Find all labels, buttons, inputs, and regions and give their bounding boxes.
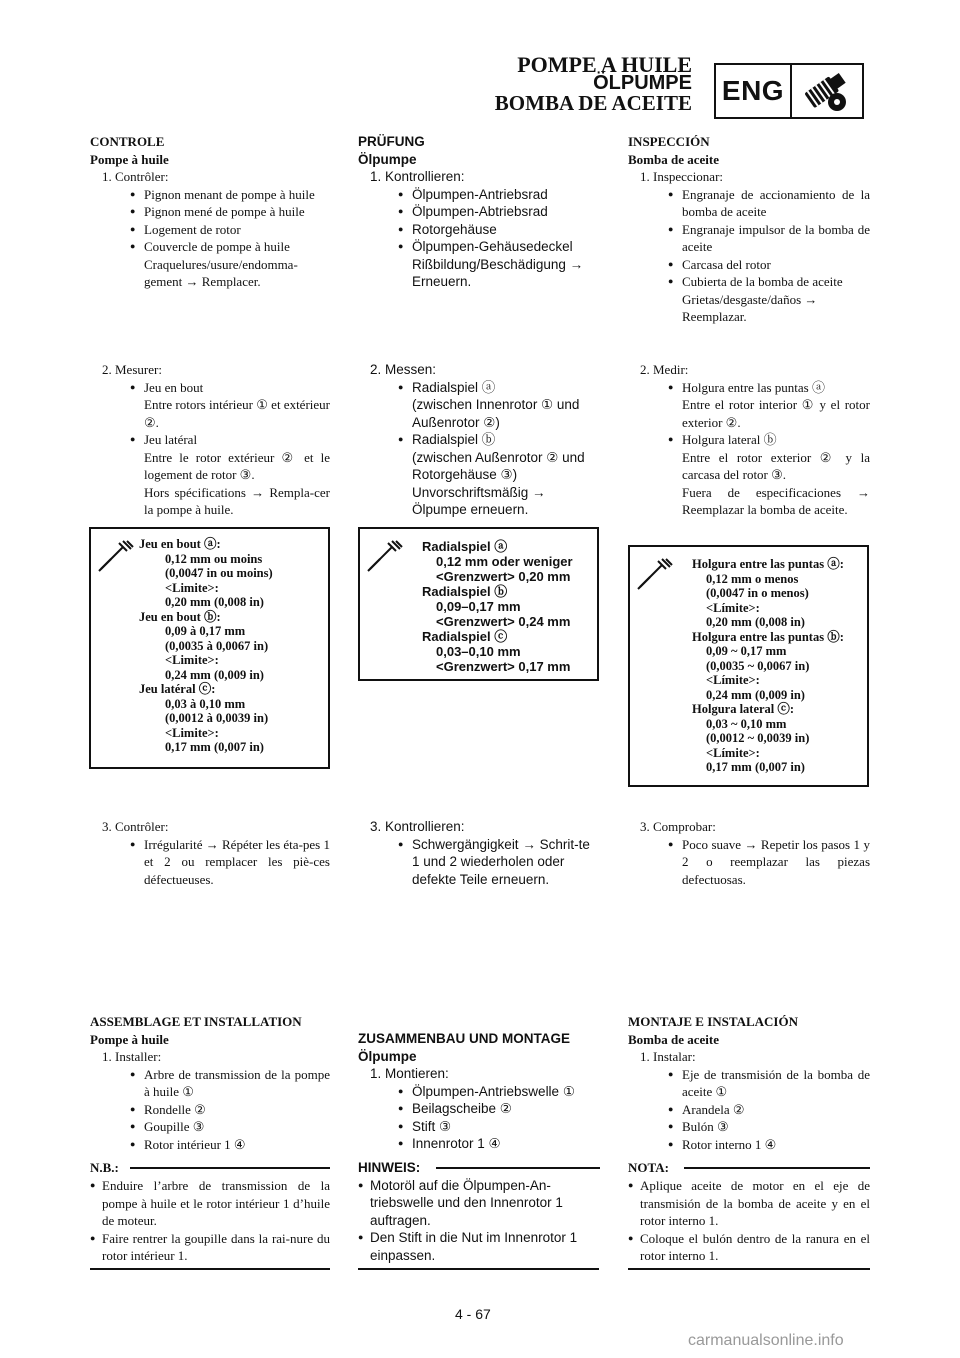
fr-inspection-subheading: Pompe à huile xyxy=(90,151,169,167)
es-spec-line: <Límite>: xyxy=(706,600,760,615)
de-install-item: ● Innenrotor 1 ④ xyxy=(358,1135,600,1153)
fr-check3-step: 3. Contrôler: xyxy=(102,819,169,834)
es-install-step: 1. Instalar: xyxy=(640,1049,696,1064)
es-install-item: ● Arandela ② xyxy=(628,1101,870,1119)
es-install-item: ● Eje de transmisión de la bomba de aceite ① xyxy=(628,1066,870,1101)
note-rule xyxy=(684,1167,870,1169)
de-inspection-section xyxy=(358,133,600,291)
es-measure-section xyxy=(628,361,870,519)
wrench-icon xyxy=(366,537,406,578)
de-measure-section xyxy=(358,361,600,519)
fr-spec-line: (0,0047 in ou moins) xyxy=(165,566,273,580)
es-assembly-section xyxy=(628,1013,870,1265)
de-check3-item: ● Schwergängigkeit → Schrit-te 1 und 2 wiederholen oder defekte Teile erneuern. xyxy=(358,836,600,889)
fr-spec-line: <Limite>: xyxy=(165,580,219,595)
fr-check1-item: ● Logement de rotor xyxy=(90,221,330,239)
fr-spec-line: 0,17 mm (0,007 in) xyxy=(165,740,264,754)
es-spec-line: Holgura lateral ⓒ: xyxy=(692,702,795,716)
es-check1-result: Grietas/desgaste/daños → Reemplazar. xyxy=(682,291,818,324)
fr-spec-line: 0,20 mm (0,008 in) xyxy=(165,595,264,609)
de-inspection-heading: PRÜFUNG xyxy=(358,134,425,149)
page-number: 4 - 67 xyxy=(455,1306,491,1322)
es-note-header xyxy=(628,1159,870,1177)
section-badge xyxy=(714,63,864,119)
fr-check1-item: ● Couvercle de pompe à huile xyxy=(90,238,330,256)
es-install-item: ● Rotor interno 1 ④ xyxy=(628,1136,870,1154)
fr-spec-line: 0,03 à 0,10 mm xyxy=(165,696,246,711)
de-install-item: ● Stift ③ xyxy=(358,1118,600,1136)
es-spec-box xyxy=(628,545,869,787)
fr-side-description: Entre le rotor extérieur ② et le logement de rotor ③. xyxy=(144,449,330,482)
de-side-result: Unvorschriftsmäßig → Ölpumpe erneuern. xyxy=(412,484,546,517)
es-spec-line: <Límite>: xyxy=(706,673,760,687)
de-note-label: HINWEIS: xyxy=(358,1159,421,1175)
es-spec-line: (0,0012 ~ 0,0039 in) xyxy=(706,731,810,745)
es-spec-line: (0,0035 ~ 0,0067 in) xyxy=(706,658,810,673)
es-spec-line: (0,0047 in o menos) xyxy=(706,586,809,600)
de-tip-clearance: ● Radialspiel ⓐ xyxy=(358,379,600,397)
es-note-item: ● Coloque el bulón dentro de la ranura en el rotor interno 1. xyxy=(628,1230,870,1265)
header-title-de: ÖLPUMPE xyxy=(593,72,692,94)
fr-note-item: ● Faire rentrer la goupille dans la rai-nure du rotor intérieur 1. xyxy=(90,1230,330,1265)
de-install-item: ● Beilagscheibe ② xyxy=(358,1100,600,1118)
fr-tip-clearance: ● Jeu en bout xyxy=(90,379,330,397)
de-assembly-subheading: Ölpumpe xyxy=(358,1048,417,1064)
de-check1-item: ● Ölpumpen-Gehäusedeckel xyxy=(358,238,600,256)
fr-inspection-section xyxy=(90,133,330,291)
es-note-label: NOTA: xyxy=(628,1160,669,1175)
de-assembly-heading: ZUSAMMENBAU UND MONTAGE xyxy=(358,1031,570,1046)
de-spec-line: <Grenzwert> 0,24 mm xyxy=(436,614,571,629)
de-note-item: ● Den Stift in die Nut im Innenrotor 1 einpassen. xyxy=(358,1229,600,1264)
de-spec-line: Radialspiel ⓒ xyxy=(422,629,508,644)
es-spec-line: 0,03 ~ 0,10 mm xyxy=(706,716,787,731)
de-spec-line: <Grenzwert> 0,20 mm xyxy=(436,569,571,584)
fr-end-rule xyxy=(90,1268,330,1270)
de-check1-result: Rißbildung/Beschädigung → Erneuern. xyxy=(412,256,584,289)
es-spec-line: 0,12 mm o menos xyxy=(706,571,799,586)
watermark: carmanualsonline.info xyxy=(688,1332,844,1349)
es-assembly-subheading: Bomba de aceite xyxy=(628,1031,719,1047)
de-note-header xyxy=(358,1159,600,1177)
fr-spec-box xyxy=(89,527,330,769)
fr-note-header xyxy=(90,1159,330,1177)
es-check3-item: ● Poco suave → Repetir los pasos 1 y 2 o reemplazar las piezas defectuosas. xyxy=(628,836,870,889)
fr-check1-result: Craquelures/usure/endomma-gement → Remplacer. xyxy=(144,256,298,289)
de-spec-line: Radialspiel ⓐ xyxy=(422,539,508,554)
de-install-step: 1. Montieren: xyxy=(370,1066,449,1081)
fr-check3-section xyxy=(90,818,330,888)
fr-spec-line: 0,24 mm (0,009 in) xyxy=(165,667,264,682)
de-note-item: ● Motoröl auf die Ölpumpen-An-triebswelle und den Innenrotor 1 auftragen. xyxy=(358,1177,600,1230)
es-side-result: Fuera de especificaciones → Reemplazar la bomba de aceite. xyxy=(682,484,870,517)
fr-install-step: 1. Installer: xyxy=(102,1049,162,1064)
fr-check1-item: ● Pignon mené de pompe à huile xyxy=(90,203,330,221)
fr-spec-line: (0,0035 à 0,0067 in) xyxy=(165,638,269,653)
fr-install-item: ● Rotor intérieur 1 ④ xyxy=(90,1136,330,1154)
fr-inspection-heading: CONTROLE xyxy=(90,134,165,149)
fr-tip-description: Entre rotors intérieur ① et extérieur ②. xyxy=(144,397,330,430)
es-inspection-heading: INSPECCIÓN xyxy=(628,134,710,149)
fr-spec-line: <Limite>: xyxy=(165,725,219,740)
de-check3-section xyxy=(358,818,600,888)
es-spec-line: 0,20 mm (0,008 in) xyxy=(706,615,805,629)
de-spec-line: <Grenzwert> 0,17 mm xyxy=(436,659,571,674)
es-side-description: Entre el rotor exterior ② y la carcasa del rotor ③. xyxy=(682,449,870,482)
de-spec-line: Radialspiel ⓑ xyxy=(422,584,508,599)
fr-assembly-subheading: Pompe à huile xyxy=(90,1031,169,1047)
fr-spec-line: <Limite>: xyxy=(165,653,219,667)
es-measure-step: 2. Medir: xyxy=(640,362,689,377)
es-spec-line: Holgura entre las puntas ⓑ: xyxy=(692,629,844,644)
de-spec-line: 0,12 mm oder weniger xyxy=(436,554,573,569)
es-note-item: ● Aplique aceite de motor en el eje de transmisión de la bomba de aceite y en el rotor interno 1. xyxy=(628,1177,870,1230)
fr-side-result: Hors spécifications → Rempla-cer la pompe à huile. xyxy=(144,484,330,517)
es-check1-step: 1. Inspeccionar: xyxy=(640,169,724,184)
fr-install-item: ● Arbre de transmission de la pompe à huile ① xyxy=(90,1066,330,1101)
es-tip-description: Entre el rotor interior ① y el rotor exterior ②. xyxy=(682,397,870,430)
fr-spec-line: Jeu en bout ⓐ: xyxy=(139,537,221,551)
es-install-item: ● Bulón ③ xyxy=(628,1118,870,1136)
de-check1-item: ● Ölpumpen-Antriebsrad xyxy=(358,186,600,204)
header-title-es: BOMBA DE ACEITE xyxy=(494,91,692,115)
es-assembly-heading: MONTAJE E INSTALACIÓN xyxy=(628,1014,798,1029)
es-inspection-section xyxy=(628,133,870,326)
fr-assembly-section xyxy=(90,1013,330,1265)
note-rule xyxy=(130,1167,330,1169)
de-inspection-subheading: Ölpumpe xyxy=(358,151,417,167)
es-check3-step: 3. Comprobar: xyxy=(640,819,716,834)
fr-spec-line: 0,09 à 0,17 mm xyxy=(165,624,246,638)
de-spec-line: 0,03–0,10 mm xyxy=(436,644,521,659)
section-badge-label: ENG xyxy=(716,65,792,117)
es-tip-clearance: ● Holgura entre las puntas ⓐ xyxy=(628,379,870,397)
fr-note-item: ● Enduire l’arbre de transmission de la pompe à huile et le rotor intérieur 1 d’huile de moteur. xyxy=(90,1177,330,1230)
es-check3-section xyxy=(628,818,870,888)
fr-spec-line: Jeu latéral ⓒ: xyxy=(139,682,216,696)
es-check1-item: ● Cubierta de la bomba de aceite xyxy=(628,273,870,291)
es-spec-line: <Límite>: xyxy=(706,745,760,760)
wrench-icon xyxy=(97,537,137,578)
es-inspection-subheading: Bomba de aceite xyxy=(628,151,719,167)
fr-spec-line: Jeu en bout ⓑ: xyxy=(139,609,221,624)
es-spec-line: 0,09 ~ 0,17 mm xyxy=(706,644,787,658)
wrench-icon xyxy=(636,555,676,596)
es-side-clearance: ● Holgura lateral ⓑ xyxy=(628,431,870,449)
fr-check1-step: 1. Contrôler: xyxy=(102,169,169,184)
header-title-fr: POMPE A HUILE xyxy=(517,52,692,77)
de-tip-description: (zwischen Innenrotor ① und Außenrotor ②) xyxy=(412,397,580,430)
de-assembly-section xyxy=(358,1030,600,1264)
fr-spec-line: 0,12 mm ou moins xyxy=(165,551,263,566)
fr-check3-item: ● Irrégularité → Répéter les éta-pes 1 et 2 ou remplacer les piè-ces défectueuses. xyxy=(90,836,330,889)
fr-measure-section xyxy=(90,361,330,519)
de-side-clearance: ● Radialspiel ⓑ xyxy=(358,431,600,449)
de-check1-item: ● Rotorgehäuse xyxy=(358,221,600,239)
fr-assembly-heading: ASSEMBLAGE ET INSTALLATION xyxy=(90,1014,302,1029)
fr-check1-item: ● Pignon menant de pompe à huile xyxy=(90,186,330,204)
fr-install-item: ● Rondelle ② xyxy=(90,1101,330,1119)
es-spec-line: 0,17 mm (0,007 in) xyxy=(706,760,805,774)
es-spec-line: 0,24 mm (0,009 in) xyxy=(706,687,805,702)
de-end-rule xyxy=(358,1268,599,1270)
fr-note-label: N.B.: xyxy=(90,1160,119,1175)
fr-side-clearance: ● Jeu latéral xyxy=(90,431,330,449)
de-check1-step: 1. Kontrollieren: xyxy=(370,169,465,184)
es-check1-item: ● Engranaje impulsor de la bomba de aceite xyxy=(628,221,870,256)
de-check1-item: ● Ölpumpen-Abtriebsrad xyxy=(358,203,600,221)
fr-install-item: ● Goupille ③ xyxy=(90,1118,330,1136)
de-spec-box xyxy=(358,527,599,681)
es-check1-item: ● Engranaje de accionamiento de la bomba de aceite xyxy=(628,186,870,221)
de-side-description: (zwischen Außenrotor ② und Rotorgehäuse ③) xyxy=(412,449,585,482)
fr-spec-line: (0,0012 à 0,0039 in) xyxy=(165,711,269,725)
de-install-item: ● Ölpumpen-Antriebswelle ① xyxy=(358,1083,600,1101)
de-measure-step: 2. Messen: xyxy=(370,362,437,377)
note-rule xyxy=(436,1167,600,1169)
de-check3-step: 3. Kontrollieren: xyxy=(370,819,465,834)
es-spec-line: Holgura entre las puntas ⓐ: xyxy=(692,557,844,571)
de-spec-line: 0,09–0,17 mm xyxy=(436,599,521,614)
engine-icon xyxy=(792,65,862,117)
es-end-rule xyxy=(628,1268,870,1270)
fr-measure-step: 2. Mesurer: xyxy=(102,362,162,377)
es-check1-item: ● Carcasa del rotor xyxy=(628,256,870,274)
